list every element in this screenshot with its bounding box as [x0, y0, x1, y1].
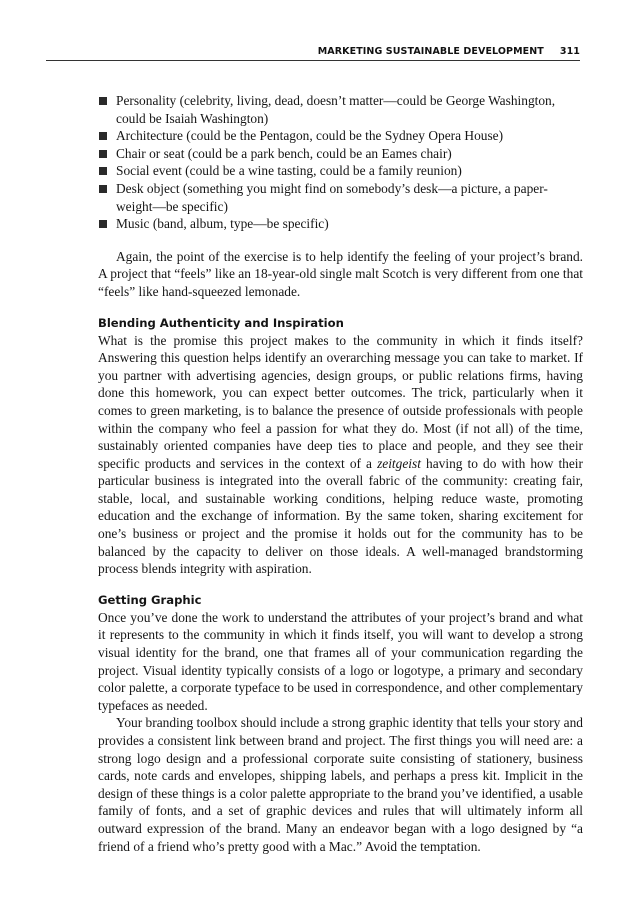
bullet-text: Architecture (could be the Pentagon, could be the Sydney Opera House)	[116, 128, 504, 144]
bullet-item-social-event	[98, 162, 583, 180]
bullet-text: Desk object (something you might find on somebody’s desk—a picture, a paper-weight—be specific)	[116, 180, 548, 214]
graphic-paragraph-1: Once you’ve done the work to understand the attributes of your project’s brand and what it represents to the community in which it finds itself, you will want to develop a strong visual identity for the brand, one that frames all of your communication regarding the project. Visual identity typically consists of a logo or logotype, a primary and secondary color palette, a corporate typeface to be used in correspondence, and other complementary typefaces as needed.	[98, 609, 583, 713]
bullet-item-architecture	[98, 127, 583, 145]
bullet-text: Personality (celebrity, living, dead, doesn’t matter—could be George Washington, could be Isaiah Washington)	[116, 93, 556, 126]
graphic-paragraph-2: Your branding toolbox should include a strong graphic identity that tells your story and provides a consistent link between brand and project. The first things you will need are: a strong logo design and a professional corporate suite consisting of stationery, business cards, note cards and envelopes, shipping labels, and perhaps a press kit. Implicit in the design of these things is a color palette appropriate to the brand you’ve identified, a usable family of fonts, and a set of graphic devices and rules that will ultimately inform all outward expression of the brand. Many an endeavor began with a logo designed by “a friend of a friend who’s pretty good with a Mac.” Avoid the temptation.	[98, 715, 583, 854]
header-rule	[46, 60, 580, 61]
authenticity-paragraph	[98, 332, 583, 578]
square-bullet-icon	[99, 220, 107, 228]
bullet-text: Social event (could be a wine tasting, could be a family reunion)	[116, 163, 462, 179]
bullet-text: Music (band, album, type—be specific)	[116, 216, 329, 232]
running-head-title: MARKETING SUSTAINABLE DEVELOPMENT	[317, 46, 544, 57]
square-bullet-icon	[99, 150, 107, 158]
bullet-item-chair	[98, 145, 583, 163]
bullet-list	[98, 92, 583, 233]
bullet-item-personality	[98, 92, 583, 127]
running-head	[98, 46, 580, 57]
authenticity-text-part-2: having to do with how their particular business is integrated into the overall fabric of the community: creating fair, stable, local, and sustainable working conditions, helping reduce waste, promoting education and the exchange of information. By the same token, sharing excitement for one’s business or project and the promise it holds out for the community has to be balanced by the capacity to deliver on those ideals. A well-managed brandstorming process blends integrity with aspiration.	[98, 455, 583, 577]
square-bullet-icon	[99, 97, 107, 105]
bullet-text: Chair or seat (could be a park bench, could be an Eames chair)	[116, 145, 452, 161]
section-heading-authenticity: Blending Authenticity and Inspiration	[98, 315, 344, 330]
square-bullet-icon	[99, 167, 107, 175]
square-bullet-icon	[99, 132, 107, 140]
bullet-item-desk-object	[98, 180, 583, 215]
square-bullet-icon	[99, 185, 107, 193]
section-heading-graphic: Getting Graphic	[98, 592, 202, 607]
bullet-item-music	[98, 215, 583, 233]
intro-paragraph: Again, the point of the exercise is to help identify the feeling of your project’s brand. A project that “feels” like an 18-year-old single malt Scotch is very different from one that “feels” like hand-squeezed lemonade.	[98, 248, 583, 299]
page-number: 311	[559, 46, 580, 57]
authenticity-text-part-1: What is the promise this project makes to the community in which it finds itself? Answering this question helps identify an overarching message you can take to market. If you partner with advertising agencies, design groups, or public relations firms, having done this homework, you can expect better outcomes. The trick, particularly when it comes to green marketing, is to balance the presence of outside professionals with people within the company who feel a passion for what they do. Most (if not all) of the time, sustainably oriented companies have deep ties to place and people, and they see their specific products and services in the context of a	[98, 332, 583, 471]
italic-term: zeitgeist	[377, 455, 421, 471]
body-text	[98, 92, 583, 855]
